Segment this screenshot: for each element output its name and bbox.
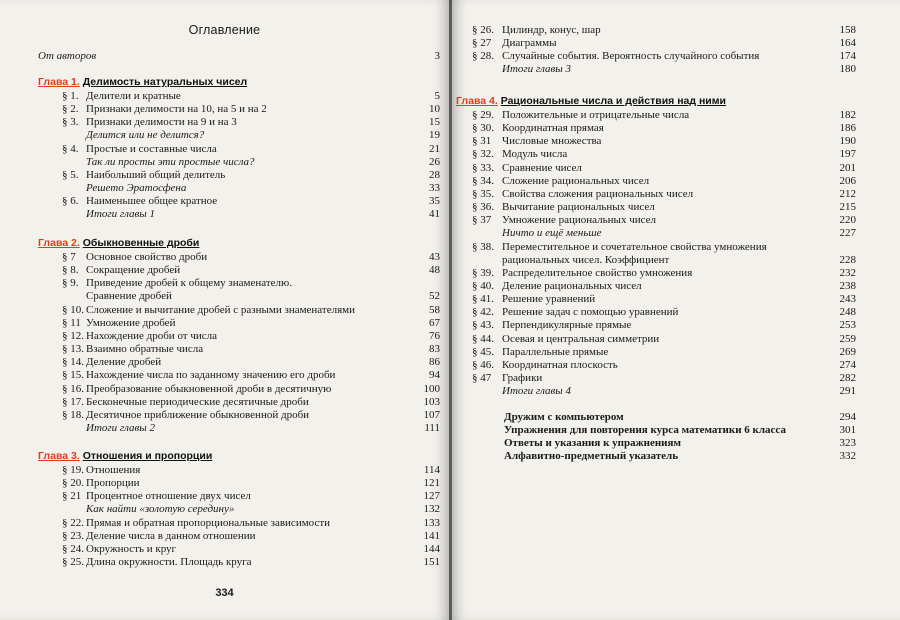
entry-title: Простые и составные числа: [86, 142, 217, 155]
toc-entry: [472, 345, 856, 359]
section-number: § 34.: [472, 174, 494, 187]
entry-title: Решение задач с помощью уравнений: [502, 306, 679, 319]
page-ref: 238: [839, 279, 856, 292]
page-ref: 182: [839, 109, 856, 121]
page-ref: 164: [839, 37, 856, 50]
section-number: § 27: [472, 37, 492, 50]
toc-entry: [62, 115, 440, 129]
entry-title: рациональных чисел. Коэффициент: [502, 253, 670, 266]
toc-entry: [62, 142, 440, 156]
section-number: § 38.: [472, 240, 494, 253]
toc-entry: [62, 489, 440, 503]
toc-entry: [62, 395, 440, 409]
page-ref: 206: [839, 174, 856, 187]
section-number: § 20.: [62, 477, 84, 490]
section-number: § 33.: [472, 161, 494, 174]
chapter-label: Глава 2.: [38, 237, 80, 249]
entry-title: Свойства сложения рациональных чисел: [502, 187, 694, 200]
entry-title: Распределительное свойство умножения: [502, 266, 693, 279]
section-number: § 18.: [62, 408, 84, 421]
toc-entry: [62, 289, 440, 303]
page-ref: 144: [423, 542, 440, 555]
page-ref: 33: [429, 182, 440, 195]
toc-entry-from-authors: [38, 49, 440, 63]
entry-title: Окружность и круг: [86, 542, 177, 555]
section-number: § 41.: [472, 293, 494, 306]
section-number: § 36.: [472, 201, 494, 214]
entry-title: Цилиндр, конус, шар: [502, 24, 601, 36]
entry-title: Диаграммы: [502, 37, 557, 50]
page-ref: 227: [839, 227, 856, 240]
toc-entry-appendix: [504, 449, 856, 463]
section-number: § 3.: [62, 116, 79, 129]
entry-title: Наибольший общий делитель: [86, 168, 226, 181]
entry-title: Признаки делимости на 10, на 5 и на 2: [86, 103, 267, 116]
toc-entry: [62, 303, 440, 317]
chapter-title: Отношения и пропорции: [82, 450, 213, 462]
page-ref: 220: [839, 214, 856, 227]
chapter-heading: [38, 449, 212, 463]
section-number: § 30.: [472, 122, 494, 135]
toc-entry: [62, 316, 440, 330]
section-number: § 10.: [62, 303, 84, 316]
toc-entry: [62, 382, 440, 396]
page-ref: 21: [429, 142, 440, 155]
page-ref: 111: [424, 421, 440, 434]
section-number: § 1.: [62, 90, 79, 102]
page-ref: 127: [423, 490, 440, 503]
page-ref: 48: [429, 264, 440, 277]
toc-entry: [472, 108, 856, 122]
toc-entry: [62, 542, 440, 556]
entry-title: Случайные события. Вероятность случайного события: [502, 50, 760, 63]
toc-entry: [62, 102, 440, 116]
section-number: § 23.: [62, 529, 84, 542]
entry-title: Решение уравнений: [502, 293, 596, 306]
section-number: § 12.: [62, 329, 84, 342]
entry-title: Основное свойство дроби: [86, 251, 208, 263]
toc-entry: [472, 23, 856, 37]
section-number: § 24.: [62, 542, 84, 555]
chapter-title: Делимость натуральных чисел: [82, 76, 248, 88]
entry-title: Сравнение дробей: [86, 290, 172, 303]
page-ref: 107: [423, 408, 440, 421]
entry-title: Нахождение дроби от числа: [86, 329, 218, 342]
toc-entry: [472, 371, 856, 385]
toc-entry: [62, 168, 440, 182]
toc-entry: [472, 134, 856, 148]
entry-title: Ничто и ещё меньше: [502, 227, 602, 240]
entry-title: Приведение дробей к общему знаменателю.: [86, 277, 292, 290]
chapter-title: Рациональные числа и действия над ними: [500, 95, 726, 107]
entry-title: Умножение дробей: [86, 316, 176, 329]
entry-title: Алфавитно-предметный указатель: [504, 450, 679, 463]
page-ref: 243: [839, 293, 856, 306]
section-number: § 9.: [62, 277, 79, 290]
page-ref: 28: [429, 168, 440, 181]
toc-entry-appendix: [504, 410, 856, 424]
section-number: § 4.: [62, 142, 79, 155]
entry-title: Перпендикулярные прямые: [502, 319, 632, 332]
toc-entry: [62, 263, 440, 277]
toc-entry: [472, 332, 856, 346]
entry-title: Координатная прямая: [502, 122, 604, 135]
toc-entry: [472, 279, 856, 293]
entry-title: Признаки делимости на 9 и на 3: [86, 116, 237, 129]
page-ref: 100: [423, 382, 440, 395]
page-ref: 141: [423, 529, 440, 542]
toc-entry: [62, 207, 440, 221]
toc-entry: [62, 408, 440, 422]
toc-entry: [472, 305, 856, 319]
entry-title: Пропорции: [86, 477, 140, 490]
toc-entry: [472, 292, 856, 306]
entry-title: Координатная плоскость: [502, 358, 618, 371]
entry-title: Числовые множества: [502, 135, 602, 148]
page-ref: 248: [839, 306, 856, 319]
chapter-heading: [456, 94, 726, 108]
entry-title: Так ли просты эти простые числа?: [86, 155, 255, 168]
toc-entry: [62, 355, 440, 369]
toc-entry: [62, 463, 440, 477]
toc-entry: [472, 161, 856, 175]
page-ref: 269: [839, 345, 856, 358]
section-number: § 44.: [472, 332, 494, 345]
section-number: § 14.: [62, 356, 84, 369]
toc-entry: [62, 502, 440, 516]
page-ref: 41: [429, 208, 440, 221]
page-ref: 26: [429, 155, 440, 168]
toc-entry: [472, 147, 856, 161]
section-number: § 19.: [62, 464, 84, 476]
section-number: § 26.: [472, 24, 494, 36]
section-number: § 31: [472, 135, 492, 148]
page-ref: 151: [423, 556, 440, 569]
section-number: § 45.: [472, 345, 494, 358]
toc-entry: [62, 128, 440, 142]
page-ref: 83: [429, 343, 440, 356]
toc-entry: [472, 174, 856, 188]
entry-title: Преобразование обыкновенной дроби в десятичную: [86, 382, 332, 395]
entry-title: Как найти «золотую середину»: [86, 503, 235, 516]
toc-entry: [62, 555, 440, 569]
page-ref: 301: [839, 424, 856, 437]
entry-title: Процентное отношение двух чисел: [86, 490, 251, 503]
page-ref: 76: [429, 329, 440, 342]
entry-title: Делится или не делится?: [86, 129, 205, 142]
entry-title: От авторов: [38, 50, 97, 62]
page-ref: 52: [429, 290, 440, 303]
section-number: § 32.: [472, 148, 494, 161]
entry-title: Итоги главы 1: [86, 208, 155, 221]
section-number: § 11: [62, 316, 81, 329]
toc-entry: [472, 187, 856, 201]
page-ref: 228: [839, 253, 856, 266]
section-number: § 8.: [62, 264, 79, 277]
page-ref: 43: [429, 251, 440, 263]
toc-entry: [472, 49, 856, 63]
entry-title: Решето Эратосфена: [86, 182, 187, 195]
toc-entry: [62, 529, 440, 543]
toc-title: Оглавление: [188, 23, 261, 37]
page-ref: 323: [839, 437, 856, 450]
section-number: § 40.: [472, 279, 494, 292]
entry-title: Отношения: [86, 464, 141, 476]
toc-entry: [472, 266, 856, 280]
toc-entry: [62, 181, 440, 195]
entry-title: Десятичное приближение обыкновенной дроби: [86, 408, 310, 421]
right-page: [452, 0, 900, 620]
page-ref: 10: [429, 103, 440, 116]
chapter-label: Глава 4.: [456, 95, 498, 107]
section-number: § 17.: [62, 395, 84, 408]
page-ref: 201: [839, 161, 856, 174]
entry-title: Деление рациональных чисел: [502, 279, 642, 292]
page-ref: 3: [434, 50, 440, 62]
toc-entry: [62, 516, 440, 530]
left-page: [0, 0, 449, 620]
page-ref: 197: [839, 148, 856, 161]
page-ref: 180: [839, 63, 856, 76]
page-ref: 215: [839, 201, 856, 214]
section-number: § 25.: [62, 556, 84, 569]
section-number: § 35.: [472, 187, 494, 200]
page-ref: 15: [429, 116, 440, 129]
section-number: § 43.: [472, 319, 494, 332]
page-ref: 274: [839, 358, 856, 371]
page-ref: 58: [429, 303, 440, 316]
page-ref: 19: [429, 129, 440, 142]
entry-title: Бесконечные периодические десятичные дроби: [86, 395, 309, 408]
page-ref: 35: [429, 195, 440, 208]
entry-title: Параллельные прямые: [502, 345, 609, 358]
page-ref: 282: [839, 372, 856, 384]
entry-title: Упражнения для повторения курса математики 6 класса: [504, 424, 786, 437]
toc-entry: [62, 276, 440, 290]
toc-entry: [472, 121, 856, 135]
entry-title: Сокращение дробей: [86, 264, 181, 277]
toc-entry: [472, 36, 856, 50]
page-ref: 332: [839, 450, 856, 463]
page-ref: 259: [839, 332, 856, 345]
toc-entry-appendix: [504, 436, 856, 450]
toc-entry: [62, 250, 440, 264]
entry-title: Сложение и вычитание дробей с разными знаменателями: [86, 303, 355, 316]
section-number: § 7: [62, 251, 76, 263]
section-number: § 16.: [62, 382, 84, 395]
entry-title: Нахождение числа по заданному значению его дроби: [86, 369, 336, 382]
toc-entry: [472, 358, 856, 372]
entry-title: Деление дробей: [86, 356, 162, 369]
page-ref: 174: [839, 50, 856, 63]
toc-entry-appendix: [504, 423, 856, 437]
entry-title: Деление числа в данном отношении: [86, 529, 256, 542]
chapter-heading: [38, 236, 199, 250]
toc-entry: [62, 342, 440, 356]
section-number: § 42.: [472, 306, 494, 319]
section-number: § 39.: [472, 266, 494, 279]
page-ref: 253: [839, 319, 856, 332]
entry-title: Дружим с компьютером: [504, 411, 624, 423]
section-number: § 2.: [62, 103, 79, 116]
page-ref: 133: [423, 516, 440, 529]
section-number: § 22.: [62, 516, 84, 529]
toc-entry: [62, 368, 440, 382]
entry-title: Сложение рациональных чисел: [502, 174, 650, 187]
page-ref: 212: [839, 187, 856, 200]
page-ref: 86: [429, 356, 440, 369]
toc-entry: [62, 329, 440, 343]
section-number: § 13.: [62, 343, 84, 356]
entry-title: Модуль числа: [502, 148, 568, 161]
section-number: § 37: [472, 214, 492, 227]
toc-entry: [472, 253, 856, 267]
chapter-label: Глава 3.: [38, 450, 80, 462]
entry-title: Длина окружности. Площадь круга: [86, 556, 252, 569]
entry-title: Делители и кратные: [86, 90, 181, 102]
entry-title: Вычитание рациональных чисел: [502, 201, 655, 214]
toc-entry: [472, 226, 856, 240]
page-ref: 5: [434, 90, 440, 102]
entry-title: Графики: [502, 372, 543, 384]
page-ref: 121: [423, 477, 440, 490]
entry-title: Ответы и указания к упражнениям: [504, 437, 681, 450]
toc-entry: [62, 421, 440, 435]
entry-title: Взаимно обратные числа: [86, 343, 204, 356]
page-ref: 158: [839, 24, 856, 36]
chapter-title: Обыкновенные дроби: [82, 237, 200, 249]
page-ref: 114: [423, 464, 440, 476]
entry-title: Наименьшее общее кратное: [86, 195, 218, 208]
section-number: § 5.: [62, 168, 79, 181]
toc-entry: [472, 213, 856, 227]
section-number: § 28.: [472, 50, 494, 63]
entry-title: Сравнение чисел: [502, 161, 582, 174]
chapter-heading: [38, 75, 247, 89]
page-ref: 291: [839, 385, 856, 398]
section-number: § 21: [62, 490, 82, 503]
entry-title: Осевая и центральная симметрии: [502, 332, 660, 345]
entry-title: Переместительное и сочетательное свойства умножения: [502, 240, 767, 253]
page-ref: 294: [839, 411, 856, 423]
page-ref: 186: [839, 122, 856, 135]
entry-title: Положительные и отрицательные числа: [502, 109, 690, 121]
chapter-label: Глава 1.: [38, 76, 80, 88]
page-ref: 67: [429, 316, 440, 329]
page-ref: 190: [839, 135, 856, 148]
toc-entry: [62, 476, 440, 490]
toc-entry: [62, 194, 440, 208]
page-ref: 103: [423, 395, 440, 408]
toc-entry: [62, 89, 440, 103]
page-ref: 132: [423, 503, 440, 516]
toc-entry: [62, 155, 440, 169]
section-number: § 6.: [62, 195, 79, 208]
toc-entry: [472, 200, 856, 214]
entry-title: Прямая и обратная пропорциональные зависимости: [86, 516, 331, 529]
entry-title: Итоги главы 3: [502, 63, 571, 76]
section-number: § 29.: [472, 109, 494, 121]
toc-entry: [472, 384, 856, 398]
page-ref: 232: [839, 266, 856, 279]
toc-entry: [472, 318, 856, 332]
page-number: 334: [215, 587, 234, 599]
section-number: § 15.: [62, 369, 84, 382]
entry-title: Итоги главы 4: [502, 385, 571, 398]
entry-title: Итоги главы 2: [86, 421, 155, 434]
section-number: § 46.: [472, 358, 494, 371]
toc-entry: [472, 240, 856, 254]
page-ref: 94: [429, 369, 440, 382]
toc-entry: [472, 62, 856, 76]
entry-title: Умножение рациональных чисел: [502, 214, 656, 227]
section-number: § 47: [472, 372, 492, 384]
